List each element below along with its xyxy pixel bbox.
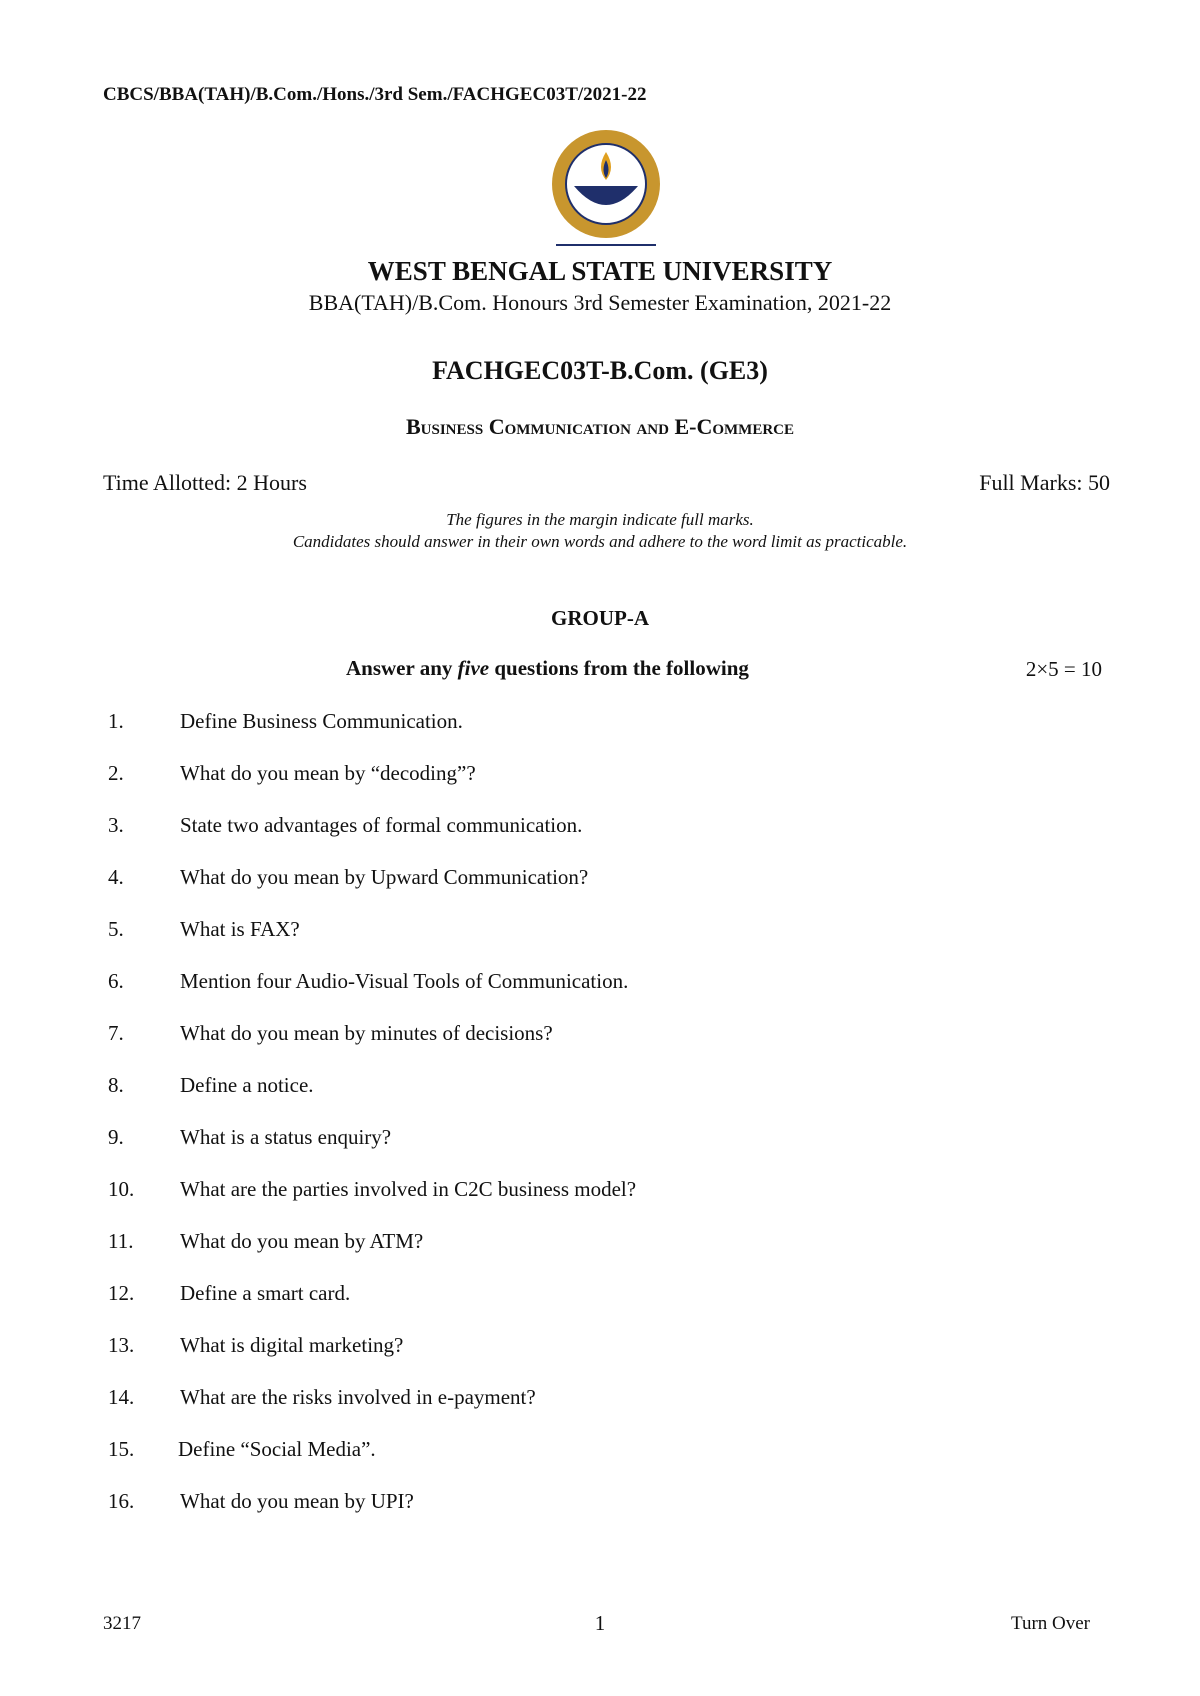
instruction-line-2: Candidates should answer in their own words and adhere to the word limit as practicable. (292, 532, 908, 551)
university-seal (536, 128, 676, 262)
question-item (108, 1281, 1108, 1311)
question-number: 7. (108, 1021, 124, 1045)
group-instruction-post: questions from the following (489, 656, 749, 680)
question-item (108, 1021, 1108, 1051)
question-item (108, 1437, 1108, 1467)
group-instruction-pre: Answer any (346, 656, 458, 680)
question-item (108, 969, 1108, 999)
group-instruction (346, 656, 749, 681)
question-number: 10. (108, 1177, 135, 1201)
question-text: What are the risks involved in e-payment? (180, 1385, 536, 1409)
question-text: What is a status enquiry? (180, 1125, 392, 1149)
question-number: 5. (108, 917, 124, 941)
question-text: Define a smart card. (180, 1281, 351, 1305)
group-instruction-emphasis: five (457, 656, 490, 680)
group-heading: GROUP-A (551, 606, 649, 630)
footer-code: 3217 (103, 1613, 141, 1634)
question-text: What are the parties involved in C2C business model? (180, 1177, 637, 1201)
question-item (108, 1489, 1108, 1519)
time-allotted: Time Allotted: 2 Hours (103, 470, 307, 495)
question-number: 13. (108, 1333, 135, 1357)
question-item (108, 709, 1108, 739)
question-text: Mention four Audio-Visual Tools of Communication. (180, 969, 629, 993)
question-item (108, 865, 1108, 895)
question-item (108, 1125, 1108, 1155)
question-text: State two advantages of formal communication. (180, 813, 583, 837)
paper-title: Business Communication and E-Commerce (405, 414, 795, 439)
question-number: 3. (108, 813, 124, 837)
question-text: Define Business Communication. (180, 709, 463, 733)
question-item (108, 1177, 1108, 1207)
question-number: 14. (108, 1385, 135, 1409)
question-item (108, 1385, 1108, 1415)
question-text: Define a notice. (180, 1073, 314, 1097)
question-number: 11. (108, 1229, 134, 1253)
question-number: 6. (108, 969, 124, 993)
university-name: WEST BENGAL STATE UNIVERSITY (367, 256, 833, 286)
question-item (108, 761, 1108, 791)
question-number: 9. (108, 1125, 124, 1149)
page-number: 1 (594, 1611, 606, 1635)
turn-over-note: Turn Over (1011, 1613, 1090, 1634)
question-text: What do you mean by “decoding”? (180, 761, 476, 785)
question-number: 15. (108, 1437, 135, 1461)
question-text: What do you mean by ATM? (180, 1229, 424, 1253)
question-item (108, 1333, 1108, 1363)
question-text: What is digital marketing? (180, 1333, 404, 1357)
question-number: 8. (108, 1073, 124, 1097)
question-text: What is FAX? (180, 917, 300, 941)
question-text: Define “Social Media”. (178, 1437, 376, 1461)
question-text: What do you mean by Upward Communication? (180, 865, 589, 889)
question-item (108, 813, 1108, 843)
paper-code: FACHGEC03T-B.Com. (GE3) (432, 356, 768, 385)
question-item (108, 1073, 1108, 1103)
exam-title: BBA(TAH)/B.Com. Honours 3rd Semester Examination, 2021-22 (308, 290, 892, 315)
group-marks: 2×5 = 10 (1025, 657, 1102, 681)
instruction-line-1: The figures in the margin indicate full marks. (446, 510, 754, 529)
paper-reference: CBCS/BBA(TAH)/B.Com./Hons./3rd Sem./FACHGEC03T/2021-22 (103, 84, 647, 105)
full-marks: Full Marks: 50 (979, 470, 1110, 495)
question-text: What do you mean by UPI? (180, 1489, 414, 1513)
question-number: 12. (108, 1281, 135, 1305)
question-item (108, 1229, 1108, 1259)
question-number: 2. (108, 761, 124, 785)
university-seal-icon (536, 128, 676, 262)
question-text: What do you mean by minutes of decisions? (180, 1021, 553, 1045)
question-number: 1. (108, 709, 124, 733)
question-number: 4. (108, 865, 124, 889)
question-item (108, 917, 1108, 947)
question-number: 16. (108, 1489, 135, 1513)
